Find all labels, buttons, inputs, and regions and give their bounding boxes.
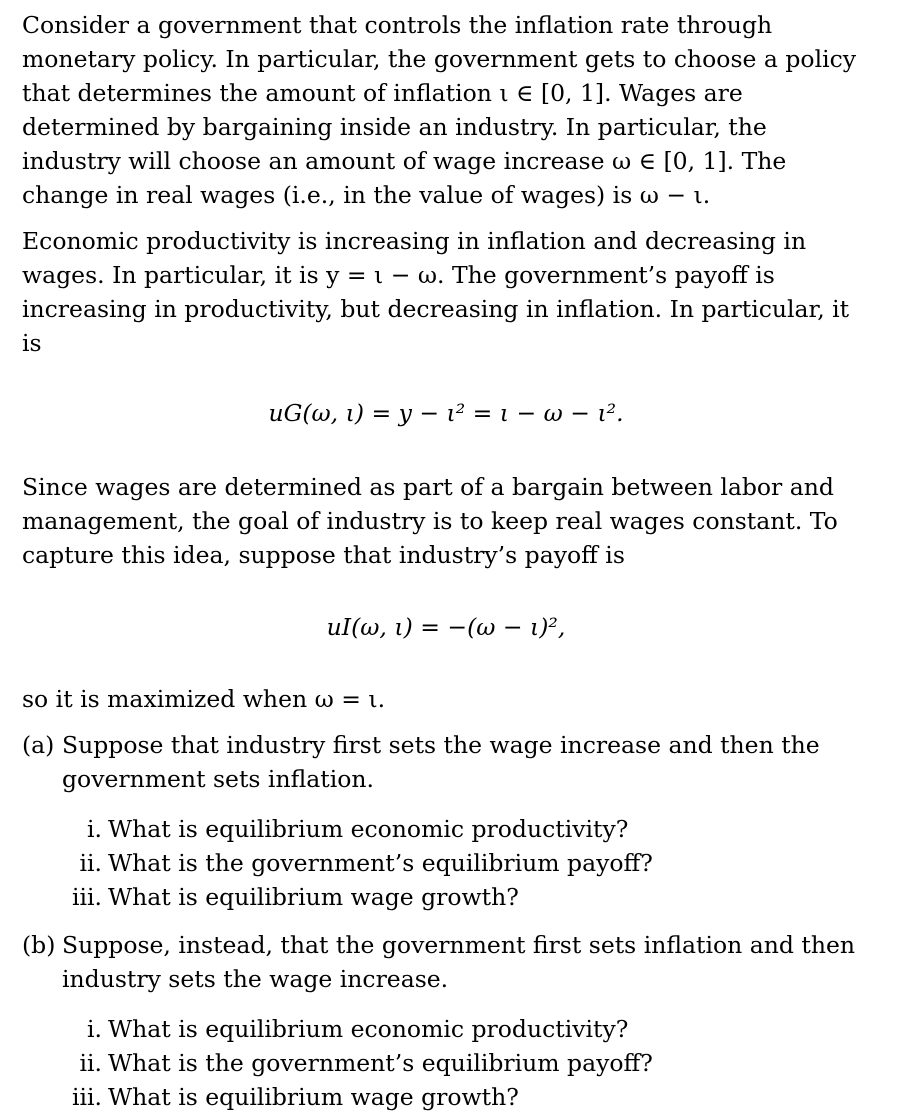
part-b (22, 928, 870, 1114)
part-b-questions (62, 1012, 870, 1114)
question-number: i. (87, 815, 102, 843)
productivity-paragraph: Economic productivity is increasing in inflation and decreasing in wages. In particular, it is y = ι − ω. The government’s payoff is increasing in productivity, but decreasing in inflation. In particular, it is (22, 227, 850, 357)
question-item (62, 812, 870, 846)
part-a-text: Suppose that industry first sets the wage increase and then the government sets inflation. (62, 731, 820, 793)
intro-paragraph: Consider a government that controls the inflation rate through monetary policy. In particular, the government gets to choose a policy that determines the amount of inflation ι ∈ [0, 1]. Wages are determined by bargaining inside an industry. In particular, the industry will choose an amount of wage increase ω ∈ [0, 1]. The change in real wages (i.e., in the value of wages) is ω − ι. (22, 11, 857, 209)
question-number: iii. (71, 1083, 102, 1111)
part-b-text: Suppose, instead, that the government first sets inflation and then industry sets the wage increase. (62, 931, 856, 993)
question-text: What is the government’s equilibrium payoff? (108, 1049, 653, 1077)
question-text: What is equilibrium economic productivity? (108, 815, 629, 843)
question-item (62, 846, 870, 880)
question-number: i. (87, 1015, 102, 1043)
question-number: ii. (79, 849, 102, 877)
government-payoff-equation: uG(ω, ι) = y − ι² = ι − ω − ι². (268, 399, 624, 427)
part-b-label: (b) (22, 931, 56, 959)
part-a (22, 728, 870, 914)
question-item (62, 1046, 870, 1080)
question-item (62, 1080, 870, 1114)
question-text: What is equilibrium wage growth? (108, 1083, 519, 1111)
part-a-questions (62, 812, 870, 914)
question-item (62, 880, 870, 914)
maximized-paragraph: so it is maximized when ω = ι. (22, 685, 386, 713)
industry-paragraph: Since wages are determined as part of a bargain between labor and management, the goal of industry is to keep real wages constant. To capture this idea, suppose that industry’s payoff is (22, 473, 838, 569)
question-number: ii. (79, 1049, 102, 1077)
question-number: iii. (71, 883, 102, 911)
industry-payoff-equation: uI(ω, ι) = −(ω − ι)², (326, 613, 566, 641)
question-text: What is the government’s equilibrium payoff? (108, 849, 653, 877)
question-text: What is equilibrium economic productivity? (108, 1015, 629, 1043)
question-text: What is equilibrium wage growth? (108, 883, 519, 911)
question-item (62, 1012, 870, 1046)
part-a-label: (a) (22, 731, 55, 759)
